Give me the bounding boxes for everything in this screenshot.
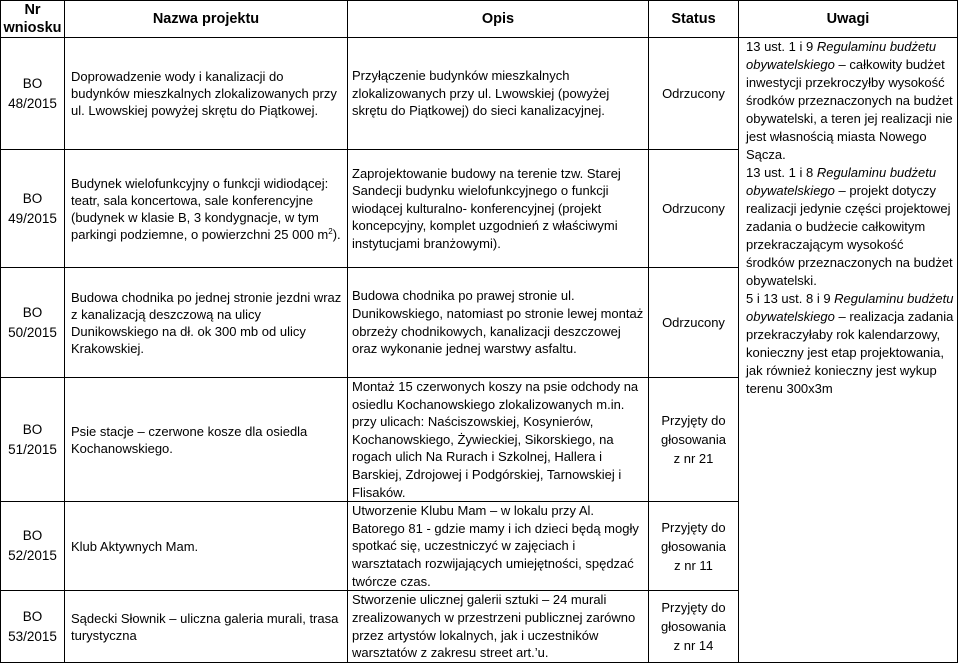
status-badge: Odrzucony	[649, 38, 739, 150]
project-description: Przyłączenie budynków mieszkalnych zlokalizowanych przy ul. Lwowskiej (powyżej skrętu do Piątkowej) do sieci kanalizacyjnej.	[348, 38, 649, 150]
status-badge: Odrzucony	[649, 268, 739, 378]
project-name-end: ).	[332, 226, 341, 242]
superscript-2: 2	[328, 226, 333, 236]
uwagi-note-1	[746, 38, 954, 164]
uwagi-note-text: – całkowity budżet inwestycji przekroczyłby wysokość środków przeznaczonych na budżet obywatelski, a teren jej realizacji nie jest własnością miasta Nowego Sącza.	[746, 57, 953, 162]
status-line: głosowania	[660, 619, 727, 635]
project-description: Stworzenie ulicznej galerii sztuki – 24 murali zrealizowanych w przestrzeni publicznej zarówno przez artystów lokalnych, jak i uczestników warsztatów z zakresu street art.’u.	[348, 591, 649, 663]
project-name-text: Budynek wielofunkcyjny o funkcji widiodącej: teatr, sala koncertowa, sale konferencyjne (budynek w klasie B, 3 kondygnacje, w tym parkingi podziemne, o powierzchni 25 000 m	[71, 175, 329, 242]
status-line: głosowania	[660, 432, 727, 448]
uwagi-note-regulation: Regulaminu budżetu obywatelskiego	[746, 165, 937, 198]
project-name: Doprowadzenie wody i kanalizacji do budynków mieszkalnych zlokalizowanych przy ul. Lwowskiej powyżej skrętu do Piątkowej.	[65, 38, 348, 150]
project-description: Utworzenie Klubu Mam – w lokalu przy Al. Batorego 81 - gdzie mamy i ich dzieci będą mogły spotkać się, uczestniczyć w zajęciach i warsztatach rozwijających umiejętności, spędzać twórcze czas.	[348, 502, 649, 591]
table-row-48	[1, 38, 958, 150]
uwagi-note-text: – projekt dotyczy realizacji jedynie części projektowej zadania o budżecie całkowitym przekraczającym wysokość środków przeznaczonych na budżet obywatelski.	[746, 183, 953, 288]
row-number: BO 48/2015	[1, 38, 65, 150]
uwagi-note-text: – realizacja zadania przekraczyłaby rok kalendarzowy, konieczny jest etap projektowania, jak również konieczny jest wykup terenu 300x3m	[746, 309, 954, 396]
project-name	[65, 150, 348, 268]
row-number: BO 52/2015	[1, 502, 65, 591]
uwagi-note-prefix: 5 i 13 ust. 8 i 9	[746, 291, 835, 306]
header-uwagi: Uwagi	[739, 1, 958, 38]
status-badge: Odrzucony	[649, 150, 739, 268]
status-badge	[649, 378, 739, 502]
status-line: Przyjęty do	[661, 519, 726, 535]
project-name: Psie stacje – czerwone kosze dla osiedla Kochanowskiego.	[65, 378, 348, 502]
uwagi-note-prefix: 13 ust. 1 i 9	[746, 39, 817, 54]
status-line: z nr 21	[673, 451, 714, 467]
uwagi-note-3	[746, 290, 954, 398]
header-status: Status	[649, 1, 739, 38]
uwagi-note-prefix: 13 ust. 1 i 8	[746, 165, 817, 180]
header-opis: Opis	[348, 1, 649, 38]
status-badge	[649, 502, 739, 591]
row-number: BO 50/2015	[1, 268, 65, 378]
row-number: BO 51/2015	[1, 378, 65, 502]
project-description: Zaprojektowanie budowy na terenie tzw. Starej Sandecji budynku wielofunkcyjnego o funkcji wiodącej kulturalno- konferencyjnej (projekt koncepcyjny, komplet uzgodnień z właściwymi instytucjami branżowymi).	[348, 150, 649, 268]
status-line: głosowania	[660, 538, 727, 554]
header-row	[1, 1, 958, 38]
project-description: Budowa chodnika po prawej stronie ul. Dunikowskiego, natomiast po stronie lewej montaż obrzeży chodnikowych, kanalizacji deszczowej oraz wykonanie jednej warstwy asfaltu.	[348, 268, 649, 378]
status-line: Przyjęty do	[661, 600, 726, 616]
uwagi-note-2	[746, 164, 954, 290]
row-number: BO 53/2015	[1, 591, 65, 663]
uwagi-note-regulation: Regulaminu budżetu obywatelskiego	[746, 291, 954, 324]
header-nr-wniosku: Nr wniosku	[1, 1, 65, 38]
uwagi-note-regulation: Regulaminu budżetu obywatelskiego	[746, 39, 937, 72]
project-name: Sądecki Słownik – uliczna galeria murali, trasa turystyczna	[65, 591, 348, 663]
row-number: BO 49/2015	[1, 150, 65, 268]
uwagi-cell	[739, 38, 958, 663]
header-nazwa-projektu: Nazwa projektu	[65, 1, 348, 38]
project-name: Budowa chodnika po jednej stronie jezdni wraz z kanalizacją deszczową na ulicy Dunikowskiego na dł. ok 300 mb od ulicy Krakowskiej.	[65, 268, 348, 378]
status-badge	[649, 591, 739, 663]
project-description: Montaż 15 czerwonych koszy na psie odchody na osiedlu Kochanowskiego zlokalizowanych m.in. przy ulicach: Naściszowskiej, Kosynierów, Kochanowskiego, Żywieckiej, Sikorskiego, na rogach ulich Na Rurach i Szkolnej, Hallera i Barskiej, Zdrojowej i Podgórskiej, Tarnowskiej i Flisaków.	[348, 378, 649, 502]
status-line: z nr 14	[673, 638, 714, 654]
project-name: Klub Aktywnych Mam.	[65, 502, 348, 591]
status-line: Przyjęty do	[661, 413, 726, 429]
status-line: z nr 11	[674, 557, 713, 573]
